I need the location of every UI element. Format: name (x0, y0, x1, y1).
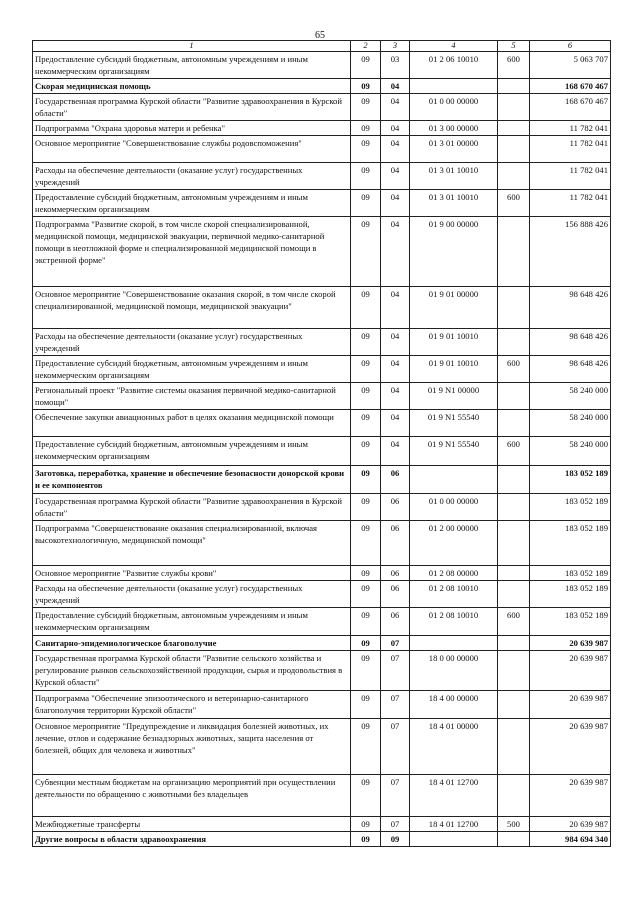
row-name: Расходы на обеспечение деятельности (оказание услуг) государственных учреждений (33, 163, 351, 190)
row-subsection: 07 (381, 651, 410, 691)
row-section: 09 (351, 287, 381, 329)
table-row (33, 52, 611, 79)
row-subsection: 04 (381, 79, 410, 94)
row-name: Межбюджетные трансферты (33, 817, 351, 832)
row-section: 09 (351, 136, 381, 163)
row-expense-type (498, 581, 530, 608)
row-subsection: 04 (381, 94, 410, 121)
row-expense-type: 500 (498, 817, 530, 832)
row-target-article: 18 4 00 00000 (410, 691, 498, 719)
table-row (33, 651, 611, 691)
row-target-article: 01 2 08 10010 (410, 608, 498, 636)
row-target-article: 01 9 01 10010 (410, 329, 498, 356)
row-amount: 183 052 189 (530, 581, 611, 608)
row-amount: 11 782 041 (530, 190, 611, 217)
row-section: 09 (351, 217, 381, 287)
table-row (33, 566, 611, 581)
row-target-article: 18 4 01 12700 (410, 775, 498, 817)
row-subsection: 04 (381, 356, 410, 383)
row-name: Государственная программа Курской области "Развитие здравоохранения в Курской области" (33, 494, 351, 521)
row-target-article: 18 0 00 00000 (410, 651, 498, 691)
row-amount: 183 052 189 (530, 466, 611, 494)
row-section: 09 (351, 608, 381, 636)
row-amount: 98 648 426 (530, 287, 611, 329)
row-target-article: 01 9 N1 55540 (410, 437, 498, 466)
row-name: Расходы на обеспечение деятельности (оказание услуг) государственных учреждений (33, 329, 351, 356)
page-number: 65 (315, 30, 325, 41)
row-expense-type (498, 691, 530, 719)
table-row (33, 437, 611, 466)
row-section: 09 (351, 636, 381, 651)
row-target-article: 01 3 01 00000 (410, 136, 498, 163)
row-target-article: 01 2 06 10010 (410, 52, 498, 79)
row-expense-type (498, 636, 530, 651)
table-row (33, 190, 611, 217)
row-target-article (410, 832, 498, 847)
row-amount: 11 782 041 (530, 163, 611, 190)
row-name: Заготовка, переработка, хранение и обеспечение безопасности донорской крови и ее компонентов (33, 466, 351, 494)
row-name: Государственная программа Курской области "Развитие сельского хозяйства и регулирование рынков сельскохозяйственной продукции, сырья и продовольствия в Курской области" (33, 651, 351, 691)
row-target-article: 01 2 08 00000 (410, 566, 498, 581)
row-expense-type (498, 163, 530, 190)
table-row (33, 121, 611, 136)
row-name: Предоставление субсидий бюджетным, автономным учреждениям и иным некоммерческим организациям (33, 608, 351, 636)
row-expense-type (498, 775, 530, 817)
row-target-article: 01 3 01 10010 (410, 190, 498, 217)
row-expense-type: 600 (498, 608, 530, 636)
row-target-article (410, 466, 498, 494)
row-expense-type (498, 136, 530, 163)
row-section: 09 (351, 651, 381, 691)
row-amount: 183 052 189 (530, 494, 611, 521)
row-subsection: 04 (381, 121, 410, 136)
row-name: Субвенции местным бюджетам на организацию мероприятий при осуществлении деятельности по обращению с животными без владельцев (33, 775, 351, 817)
row-expense-type (498, 121, 530, 136)
row-amount: 20 639 987 (530, 691, 611, 719)
row-name: Подпрограмма "Развитие скорой, в том числе скорой специализированной, медицинской помощи, медицинской эвакуации, первичной медико-санитарной помощи в неотложной форме и специализированной медицинской помощи в экстренной форме" (33, 217, 351, 287)
row-name: Региональный проект "Развитие системы оказания первичной медико-санитарной помощи" (33, 383, 351, 410)
row-subsection: 06 (381, 521, 410, 566)
row-expense-type (498, 383, 530, 410)
row-subsection: 06 (381, 608, 410, 636)
row-amount: 168 670 467 (530, 94, 611, 121)
row-section: 09 (351, 329, 381, 356)
row-subsection: 06 (381, 494, 410, 521)
row-subsection: 07 (381, 719, 410, 775)
row-expense-type (498, 494, 530, 521)
row-expense-type (498, 217, 530, 287)
row-section: 09 (351, 775, 381, 817)
row-target-article: 01 9 01 00000 (410, 287, 498, 329)
row-expense-type: 600 (498, 437, 530, 466)
row-subsection: 04 (381, 410, 410, 437)
row-name: Предоставление субсидий бюджетным, автономным учреждениям и иным некоммерческим организациям (33, 437, 351, 466)
row-subsection: 04 (381, 136, 410, 163)
row-amount: 98 648 426 (530, 329, 611, 356)
row-subsection: 07 (381, 691, 410, 719)
row-expense-type (498, 94, 530, 121)
row-amount: 98 648 426 (530, 356, 611, 383)
row-amount: 156 888 426 (530, 217, 611, 287)
table-row (33, 136, 611, 163)
table-row (33, 163, 611, 190)
row-section: 09 (351, 356, 381, 383)
table-header-row (33, 41, 611, 52)
table-row (33, 832, 611, 847)
row-subsection: 04 (381, 437, 410, 466)
row-section: 09 (351, 494, 381, 521)
row-expense-type (498, 79, 530, 94)
row-subsection: 06 (381, 566, 410, 581)
row-section: 09 (351, 719, 381, 775)
row-subsection: 07 (381, 636, 410, 651)
row-subsection: 07 (381, 817, 410, 832)
row-name: Подпрограмма "Совершенствование оказания специализированной, включая высокотехнологичную, медицинской помощи" (33, 521, 351, 566)
row-target-article (410, 79, 498, 94)
row-target-article: 01 3 00 00000 (410, 121, 498, 136)
row-name: Обеспечение закупки авиационных работ в целях оказания медицинской помощи (33, 410, 351, 437)
row-section: 09 (351, 466, 381, 494)
row-amount: 20 639 987 (530, 719, 611, 775)
row-amount: 183 052 189 (530, 521, 611, 566)
row-subsection: 07 (381, 775, 410, 817)
row-amount: 168 670 467 (530, 79, 611, 94)
row-section: 09 (351, 121, 381, 136)
row-section: 09 (351, 691, 381, 719)
row-expense-type (498, 287, 530, 329)
row-subsection: 04 (381, 190, 410, 217)
table-row (33, 383, 611, 410)
row-expense-type: 600 (498, 52, 530, 79)
row-subsection: 04 (381, 217, 410, 287)
row-section: 09 (351, 581, 381, 608)
row-section: 09 (351, 94, 381, 121)
row-target-article: 01 9 N1 00000 (410, 383, 498, 410)
row-section: 09 (351, 832, 381, 847)
row-name: Скорая медицинская помощь (33, 79, 351, 94)
table-row (33, 581, 611, 608)
row-target-article: 01 9 00 00000 (410, 217, 498, 287)
table-row (33, 410, 611, 437)
row-subsection: 03 (381, 52, 410, 79)
row-expense-type (498, 410, 530, 437)
table-row (33, 79, 611, 94)
row-target-article: 01 3 01 10010 (410, 163, 498, 190)
row-subsection: 04 (381, 163, 410, 190)
header-col-6: 6 (530, 41, 611, 52)
row-expense-type (498, 651, 530, 691)
table-row (33, 356, 611, 383)
table-row (33, 287, 611, 329)
row-expense-type: 600 (498, 356, 530, 383)
row-target-article: 01 0 00 00000 (410, 94, 498, 121)
header-col-2: 2 (351, 41, 381, 52)
row-name: Государственная программа Курской области "Развитие здравоохранения в Курской области" (33, 94, 351, 121)
row-name: Санитарно-эпидемиологическое благополучие (33, 636, 351, 651)
row-name: Основное мероприятие "Совершенствование оказания скорой, в том числе скорой специализированной, медицинской помощи, медицинской эвакуации" (33, 287, 351, 329)
header-col-4: 4 (410, 41, 498, 52)
row-name: Предоставление субсидий бюджетным, автономным учреждениям и иным некоммерческим организациям (33, 52, 351, 79)
budget-table (32, 40, 611, 847)
row-section: 09 (351, 521, 381, 566)
row-subsection: 04 (381, 287, 410, 329)
header-col-5: 5 (498, 41, 530, 52)
row-amount: 984 694 340 (530, 832, 611, 847)
row-amount: 20 639 987 (530, 651, 611, 691)
row-target-article: 01 9 01 10010 (410, 356, 498, 383)
row-name: Основное мероприятие "Развитие службы крови" (33, 566, 351, 581)
row-amount: 11 782 041 (530, 121, 611, 136)
row-section: 09 (351, 163, 381, 190)
row-section: 09 (351, 437, 381, 466)
table-row (33, 691, 611, 719)
header-col-1: 1 (33, 41, 351, 52)
row-expense-type (498, 566, 530, 581)
row-target-article: 01 9 N1 55540 (410, 410, 498, 437)
table-row (33, 719, 611, 775)
table-row (33, 329, 611, 356)
row-section: 09 (351, 190, 381, 217)
row-amount: 58 240 000 (530, 410, 611, 437)
row-expense-type (498, 521, 530, 566)
row-section: 09 (351, 79, 381, 94)
row-name: Расходы на обеспечение деятельности (оказание услуг) государственных учреждений (33, 581, 351, 608)
row-name: Подпрограмма "Охрана здоровья матери и ребенка" (33, 121, 351, 136)
row-target-article: 01 0 00 00000 (410, 494, 498, 521)
row-amount: 58 240 000 (530, 437, 611, 466)
row-target-article: 01 2 00 00000 (410, 521, 498, 566)
row-expense-type: 600 (498, 190, 530, 217)
row-amount: 183 052 189 (530, 566, 611, 581)
row-expense-type (498, 329, 530, 356)
table-row (33, 636, 611, 651)
row-section: 09 (351, 566, 381, 581)
table-row (33, 466, 611, 494)
row-name: Другие вопросы в области здравоохранения (33, 832, 351, 847)
row-name: Основное мероприятие "Совершенствование службы родовспоможения" (33, 136, 351, 163)
table-row (33, 817, 611, 832)
row-expense-type (498, 466, 530, 494)
row-section: 09 (351, 410, 381, 437)
row-name: Основное мероприятие "Предупреждение и ликвидация болезней животных, их лечение, отлов и содержание безнадзорных животных, защита населения от болезней, общих для человека и животных" (33, 719, 351, 775)
row-subsection: 04 (381, 329, 410, 356)
row-amount: 20 639 987 (530, 817, 611, 832)
row-subsection: 06 (381, 466, 410, 494)
row-expense-type (498, 832, 530, 847)
table-row (33, 217, 611, 287)
row-name: Предоставление субсидий бюджетным, автономным учреждениям и иным некоммерческим организациям (33, 356, 351, 383)
row-amount: 20 639 987 (530, 636, 611, 651)
row-section: 09 (351, 817, 381, 832)
row-target-article: 18 4 01 12700 (410, 817, 498, 832)
table-row (33, 521, 611, 566)
row-subsection: 04 (381, 383, 410, 410)
row-target-article: 18 4 01 00000 (410, 719, 498, 775)
table-row (33, 494, 611, 521)
table-row (33, 94, 611, 121)
row-subsection: 06 (381, 581, 410, 608)
row-amount: 11 782 041 (530, 136, 611, 163)
row-amount: 58 240 000 (530, 383, 611, 410)
header-col-3: 3 (381, 41, 410, 52)
row-section: 09 (351, 383, 381, 410)
row-amount: 5 063 707 (530, 52, 611, 79)
table-row (33, 775, 611, 817)
row-section: 09 (351, 52, 381, 79)
row-expense-type (498, 719, 530, 775)
row-amount: 183 052 189 (530, 608, 611, 636)
row-target-article: 01 2 08 10010 (410, 581, 498, 608)
row-target-article (410, 636, 498, 651)
row-name: Подпрограмма "Обеспечение эпизоотического и ветеринарно-санитарного благополучия территории Курской области" (33, 691, 351, 719)
row-subsection: 09 (381, 832, 410, 847)
row-name: Предоставление субсидий бюджетным, автономным учреждениям и иным некоммерческим организациям (33, 190, 351, 217)
row-amount: 20 639 987 (530, 775, 611, 817)
table-row (33, 608, 611, 636)
